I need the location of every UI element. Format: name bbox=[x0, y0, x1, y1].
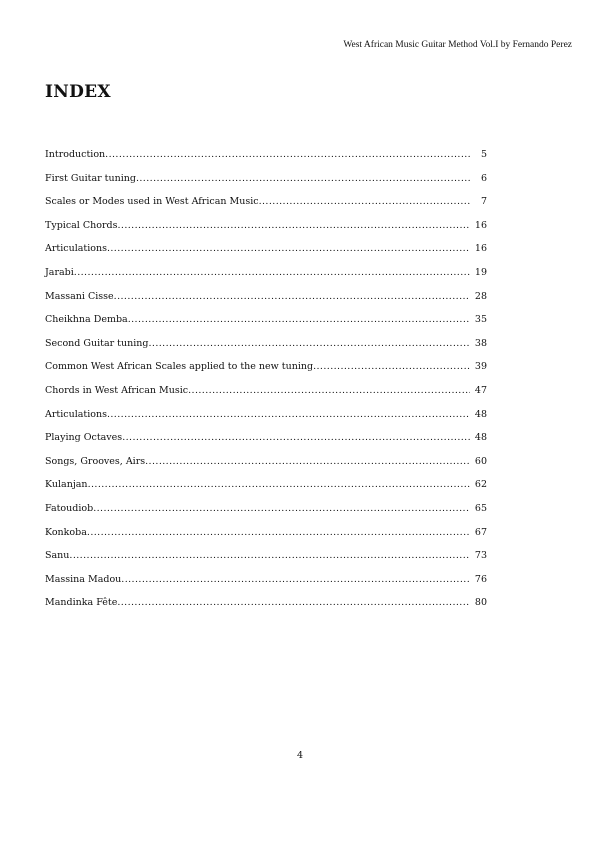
toc-entry[interactable] bbox=[45, 456, 487, 480]
toc-entry-page: 76 bbox=[474, 573, 487, 585]
toc-entry[interactable] bbox=[45, 527, 487, 551]
toc-entry[interactable] bbox=[45, 267, 487, 291]
dot-leader bbox=[105, 149, 470, 160]
dot-leader bbox=[259, 196, 470, 207]
dot-leader bbox=[107, 409, 470, 420]
toc-entry[interactable] bbox=[45, 503, 487, 527]
toc-entry-title: Articulations bbox=[45, 243, 107, 255]
dot-leader bbox=[93, 503, 470, 514]
dot-leader bbox=[128, 314, 470, 325]
toc-entry-title: Articulations bbox=[45, 408, 107, 420]
dot-leader bbox=[122, 432, 470, 443]
toc-entry[interactable] bbox=[45, 314, 487, 338]
toc-entry-page: 65 bbox=[474, 502, 487, 514]
page-title: INDEX bbox=[45, 82, 111, 102]
toc-entry[interactable] bbox=[45, 196, 487, 220]
toc-entry-title: Chords in West African Music bbox=[45, 384, 189, 396]
toc-entry-title: Songs, Grooves, Airs bbox=[45, 455, 146, 467]
dot-leader bbox=[117, 220, 470, 231]
toc-entry-page: 35 bbox=[474, 314, 487, 326]
toc-entry-title: Massani Cisse bbox=[45, 290, 114, 302]
running-header: West African Music Guitar Method Vol.I by Fernando Perez bbox=[343, 40, 572, 50]
toc-entry[interactable] bbox=[45, 149, 487, 173]
toc-entry-title: Kulanjan bbox=[45, 479, 88, 491]
dot-leader bbox=[121, 574, 470, 585]
toc-entry-title: Fatoudiob bbox=[45, 502, 94, 514]
toc-entry-page: 28 bbox=[474, 290, 487, 302]
toc-entry-page: 7 bbox=[480, 196, 487, 208]
toc-entry[interactable] bbox=[45, 574, 487, 598]
toc-entry[interactable] bbox=[45, 385, 487, 409]
toc-entry-page: 48 bbox=[474, 432, 487, 444]
toc-entry-title: Second Guitar tuning bbox=[45, 337, 149, 349]
dot-leader bbox=[114, 291, 470, 302]
toc-entry[interactable] bbox=[45, 291, 487, 315]
toc-entry-page: 47 bbox=[474, 384, 487, 396]
toc-entry[interactable] bbox=[45, 550, 487, 574]
toc-entry-title: Common West African Scales applied to the new tuning bbox=[45, 361, 314, 373]
toc-entry-page: 67 bbox=[474, 526, 487, 538]
toc-entry[interactable] bbox=[45, 409, 487, 433]
dot-leader bbox=[145, 456, 470, 467]
dot-leader bbox=[87, 527, 470, 538]
toc-entry-title: Playing Octaves bbox=[45, 432, 123, 444]
toc-entry-title: Konkoba bbox=[45, 526, 87, 538]
toc-entry-page: 19 bbox=[474, 266, 487, 278]
toc-entry[interactable] bbox=[45, 338, 487, 362]
table-of-contents bbox=[45, 149, 487, 621]
toc-entry-title: Mandinka Fête bbox=[45, 597, 118, 609]
toc-entry-page: 38 bbox=[474, 337, 487, 349]
toc-entry-title: First Guitar tuning bbox=[45, 172, 136, 184]
toc-entry-page: 5 bbox=[480, 149, 487, 160]
toc-entry-page: 16 bbox=[474, 219, 487, 231]
dot-leader bbox=[69, 550, 470, 561]
dot-leader bbox=[117, 597, 470, 608]
toc-entry[interactable] bbox=[45, 173, 487, 197]
toc-entry-page: 60 bbox=[474, 455, 487, 467]
page-number: 4 bbox=[296, 750, 304, 761]
toc-entry-title: Cheikhna Demba bbox=[45, 314, 128, 326]
toc-entry-title: Typical Chords bbox=[45, 219, 118, 231]
toc-entry[interactable] bbox=[45, 432, 487, 456]
toc-entry-page: 6 bbox=[480, 172, 487, 184]
toc-entry[interactable] bbox=[45, 597, 487, 621]
dot-leader bbox=[188, 385, 470, 396]
toc-entry[interactable] bbox=[45, 220, 487, 244]
toc-entry-page: 16 bbox=[474, 243, 487, 255]
toc-entry-page: 62 bbox=[474, 479, 487, 491]
toc-entry[interactable] bbox=[45, 243, 487, 267]
toc-entry-title: Scales or Modes used in West African Music bbox=[45, 196, 259, 208]
toc-entry-page: 80 bbox=[474, 597, 487, 609]
toc-entry-page: 48 bbox=[474, 408, 487, 420]
toc-entry-title: Jarabi bbox=[45, 266, 74, 278]
toc-entry-title: Massina Madou bbox=[45, 573, 122, 585]
dot-leader bbox=[136, 173, 470, 184]
dot-leader bbox=[88, 479, 470, 490]
dot-leader bbox=[107, 243, 470, 254]
dot-leader bbox=[74, 267, 470, 278]
toc-entry[interactable] bbox=[45, 361, 487, 385]
toc-entry-title: Sanu bbox=[45, 550, 70, 562]
dot-leader bbox=[313, 361, 470, 372]
toc-entry-page: 73 bbox=[474, 550, 487, 562]
toc-entry-page: 39 bbox=[474, 361, 487, 373]
dot-leader bbox=[148, 338, 470, 349]
toc-entry[interactable] bbox=[45, 479, 487, 503]
toc-entry-title: Introduction bbox=[45, 149, 106, 160]
